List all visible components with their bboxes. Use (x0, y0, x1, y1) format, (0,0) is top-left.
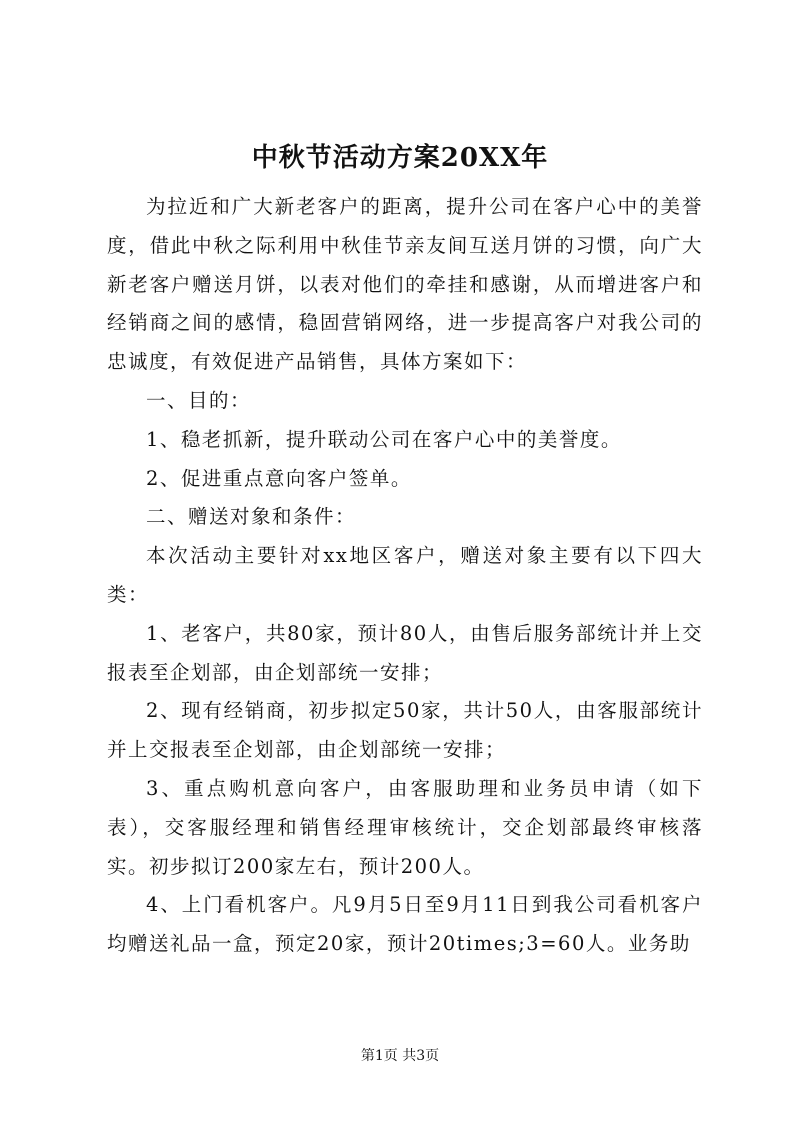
targets-intro-paragraph: 本次活动主要针对xx地区客户，赠送对象主要有以下四大类： (107, 544, 703, 606)
document-title: 中秋节活动方案20XX年 (251, 143, 549, 173)
section-heading-targets: 二、赠送对象和条件： (146, 505, 357, 529)
page-number-footer: 第1页 共3页 (360, 1048, 440, 1064)
intro-paragraph: 为拉近和广大新老客户的距离，提升公司在客户心中的美誉度，借此中秋之际利用中秋佳节亲友间互送月饼的习惯，向广大新老客户赠送月饼，以表对他们的牵挂和感谢，从而增进客户和经销商之间的感情，稳固营销网络，进一步提高客户对我公司的忠诚度，有效促进产品销售，具体方案如下： (107, 195, 703, 374)
document-body (107, 188, 703, 964)
target-item-1: 1、老客户，共80家，预计80人，由售后服务部统计并上交报表至企划部，由企划部统一安排； (107, 621, 703, 684)
purpose-item-1: 1、稳老抓新，提升联动公司在客户心中的美誉度。 (146, 427, 622, 451)
purpose-item-2: 2、促进重点意向客户签单。 (146, 466, 412, 490)
target-item-4: 4、上门看机客户。凡9月5日至9月11日到我公司看机客户均赠送礼品一盒，预定20家，预计20times;3=60人。业务助 (107, 893, 703, 956)
target-item-3: 3、重点购机意向客户，由客服助理和业务员申请（如下表），交客服经理和销售经理审核统计，交企划部最终审核落实。初步拟订200家左右，预计200人。 (107, 776, 703, 878)
target-item-2: 2、现有经销商，初步拟定50家，共计50人，由客服部统计并上交报表至企划部，由企划部统一安排； (107, 699, 703, 762)
section-heading-purpose: 一、目的： (146, 388, 252, 412)
